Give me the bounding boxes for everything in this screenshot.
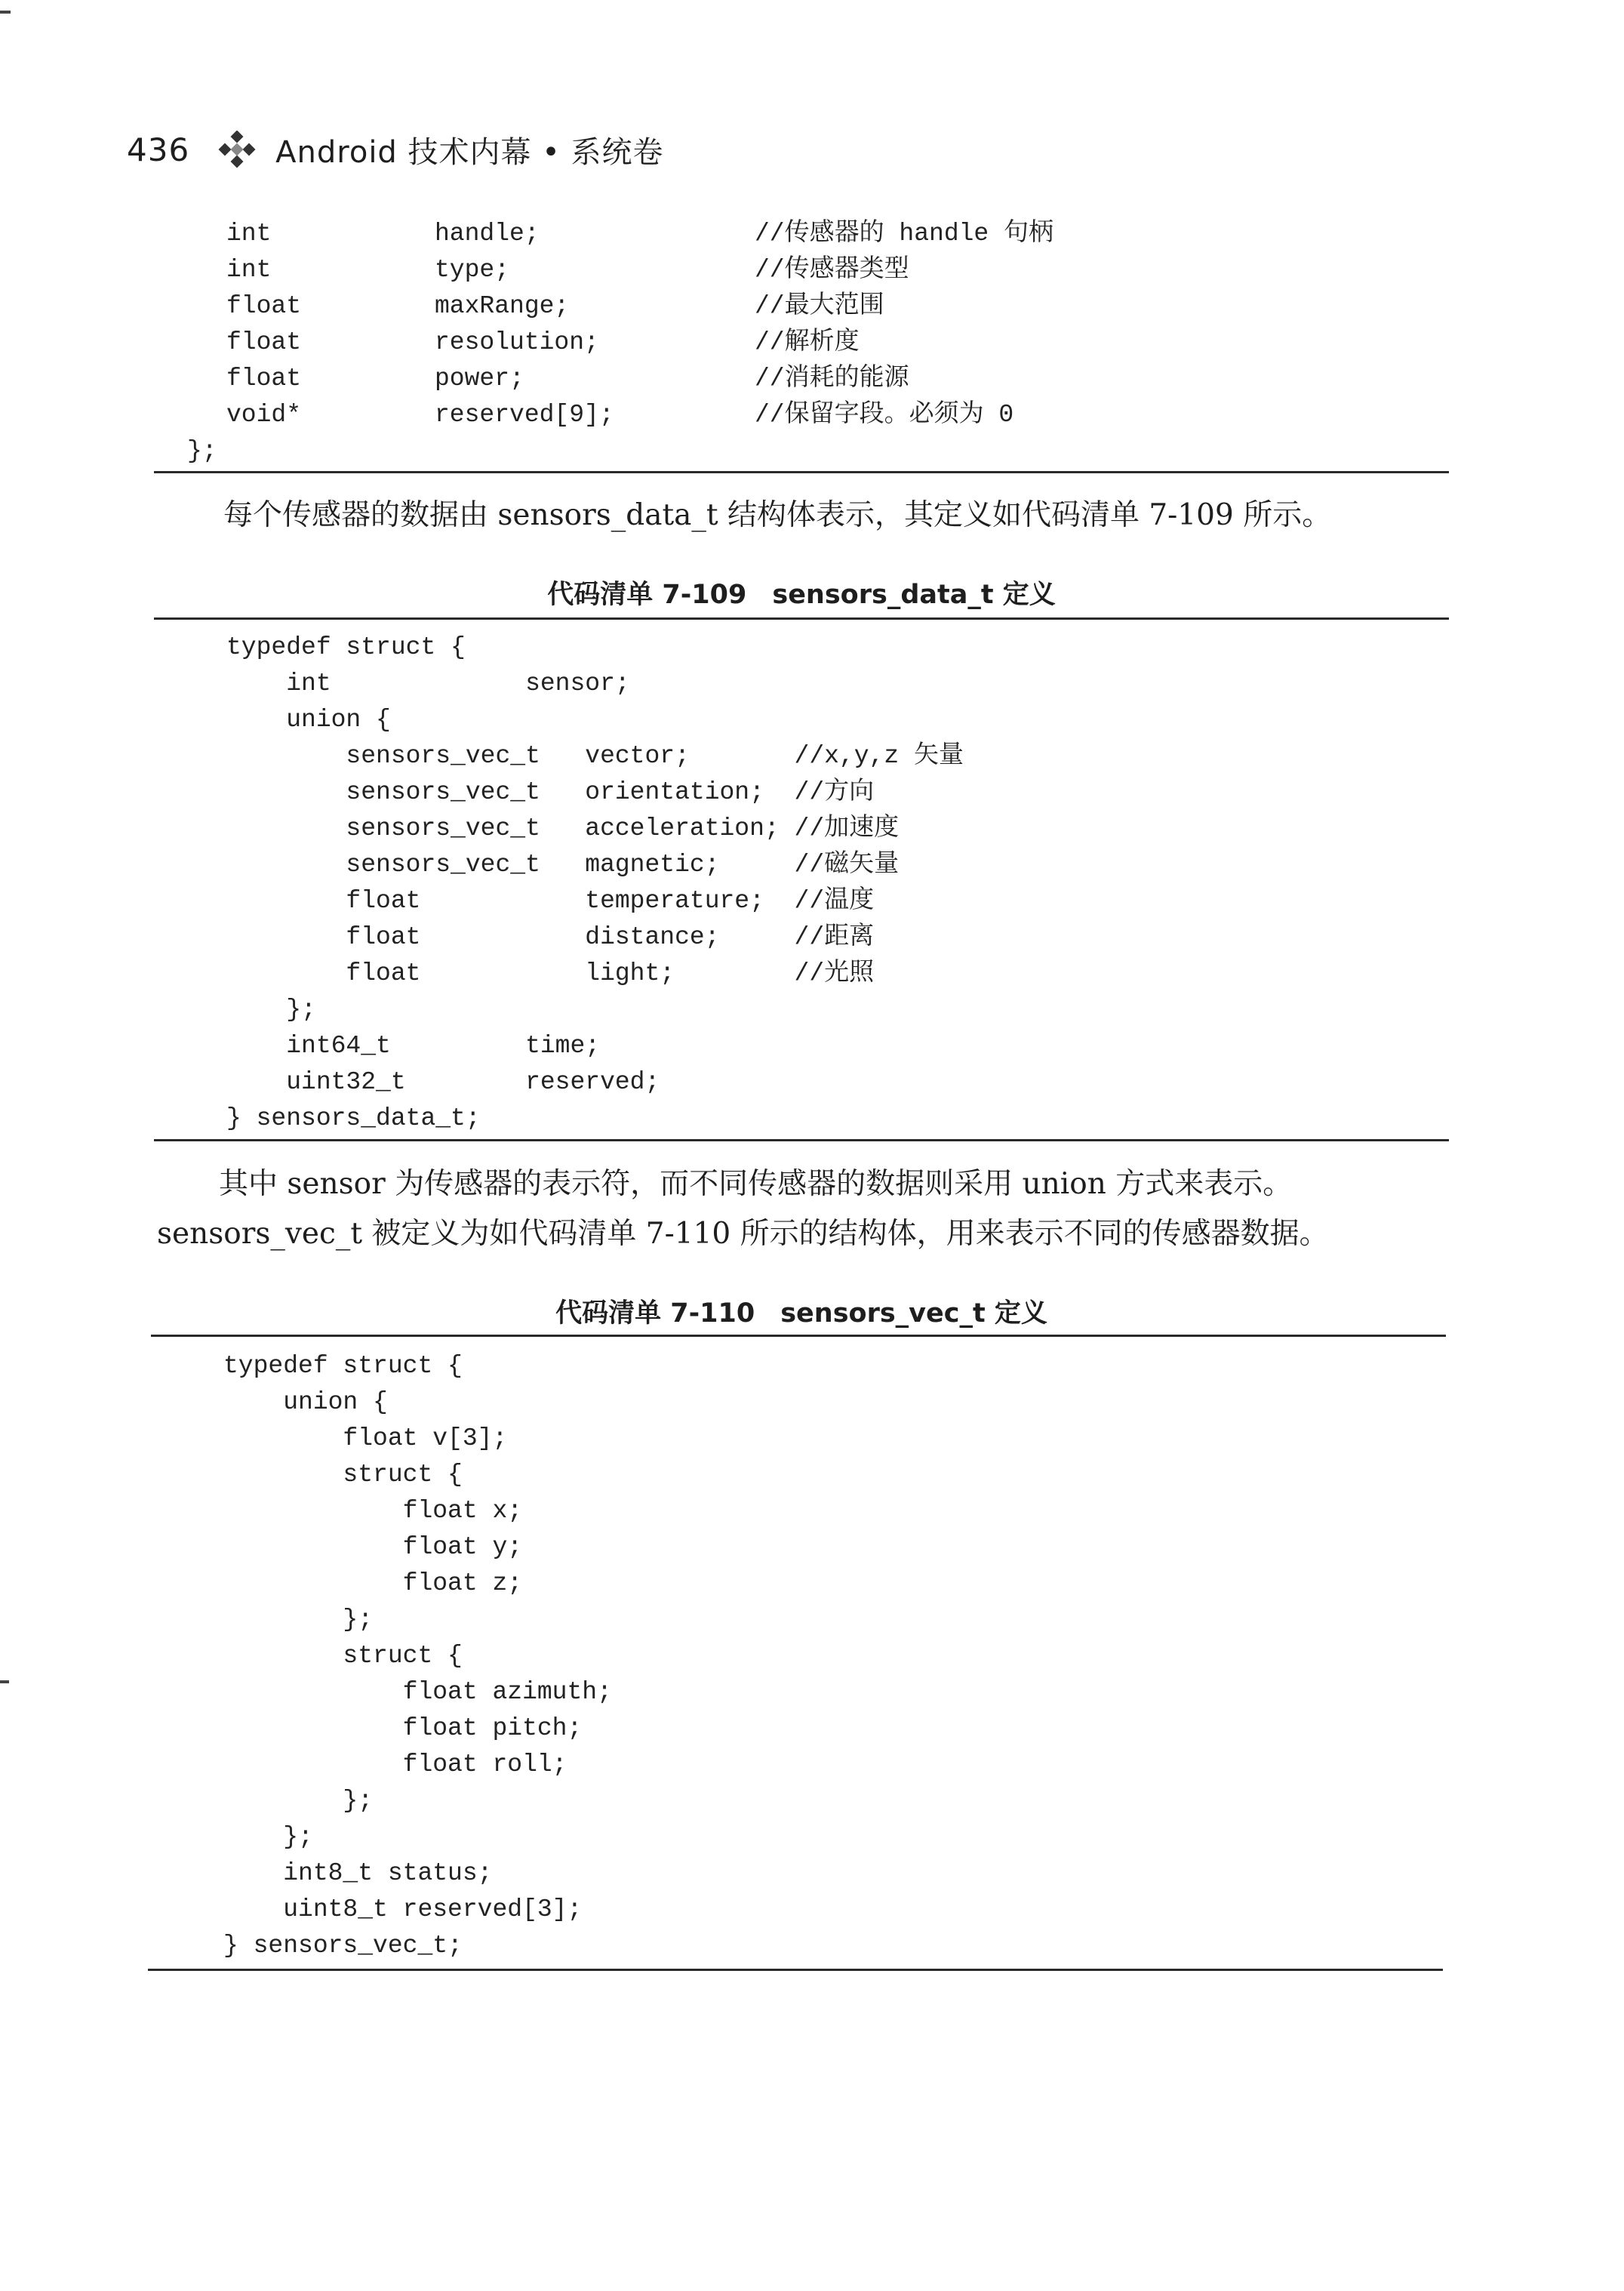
code-line: [226, 361, 1472, 397]
code-line: [226, 397, 1472, 433]
listing-bottom-rule: [148, 1969, 1443, 1971]
code-line: } sensors_data_t;: [226, 1104, 481, 1132]
body-paragraph: [157, 1159, 1458, 1259]
code-line: int64_t time;: [226, 1032, 601, 1060]
code-token-comment: //保留字段。必须为 0: [755, 401, 1014, 429]
code-line: sensors_vec_t acceleration; //加速度: [226, 814, 900, 842]
code-line: sensors_vec_t vector; //x,y,z 矢量: [226, 742, 964, 770]
code-line: };: [187, 437, 217, 465]
listing-top-rule: [151, 1335, 1446, 1337]
listing-number: 代码清单 7-110: [555, 1298, 755, 1329]
listing-bottom-rule: [154, 1139, 1449, 1141]
code-listing-prev: [187, 216, 1472, 470]
code-listing-7-109: [226, 630, 1434, 1137]
code-line: };: [223, 1787, 374, 1815]
code-line: sensors_vec_t orientation; //方向: [226, 778, 875, 806]
code-token-comment: //传感器类型: [755, 256, 909, 284]
paragraph-line: 其中 sensor 为传感器的表示符，而不同传感器的数据则采用 union 方式来表示。: [219, 1167, 1293, 1201]
code-line: [226, 288, 1472, 325]
code-token-type: float: [226, 365, 302, 393]
code-line: float z;: [223, 1569, 523, 1597]
code-token-type: int: [226, 220, 272, 248]
code-line: float x;: [223, 1497, 523, 1525]
code-token-type: int: [226, 256, 272, 284]
listing-bottom-rule: [154, 471, 1449, 473]
code-listing-7-110: [223, 1348, 1431, 1964]
code-token-name: handle;: [435, 220, 540, 248]
listing-caption: [154, 1292, 1449, 1330]
code-line: struct {: [223, 1461, 463, 1489]
code-line: float v[3];: [223, 1424, 508, 1452]
code-token-type: float: [226, 328, 302, 356]
code-line: struct {: [223, 1642, 463, 1670]
code-line: };: [226, 996, 316, 1024]
code-line: float pitch;: [223, 1714, 583, 1742]
listing-title: sensors_data_t 定义: [772, 580, 1056, 610]
code-line: int sensor;: [226, 670, 630, 697]
listing-number: 代码清单 7-109: [547, 580, 747, 610]
code-line: };: [223, 1606, 374, 1634]
code-line: float roll;: [223, 1751, 567, 1778]
code-line: float light; //光照: [226, 959, 875, 987]
code-line: float azimuth;: [223, 1678, 612, 1706]
code-line: sensors_vec_t magnetic; //磁矢量: [226, 851, 900, 879]
page-number: 436: [127, 131, 190, 168]
code-token-name: resolution;: [435, 328, 599, 356]
code-line: } sensors_vec_t;: [223, 1932, 463, 1960]
diamond-ornament-icon: [218, 131, 256, 168]
listing-title: sensors_vec_t 定义: [780, 1298, 1047, 1329]
code-line: float y;: [223, 1533, 523, 1561]
code-line: union {: [223, 1388, 388, 1416]
code-token-comment: //消耗的能源: [755, 365, 909, 393]
code-line: union {: [226, 706, 391, 734]
code-token-type: void*: [226, 401, 302, 429]
paragraph-line: sensors_vec_t 被定义为如代码清单 7-110 所示的结构体，用来表示不同的传感器数据。: [157, 1217, 1329, 1251]
code-line: float temperature; //温度: [226, 887, 875, 915]
code-line: typedef struct {: [223, 1352, 463, 1380]
book-title: Android 技术内幕 • 系统卷: [275, 134, 664, 170]
code-token-comment: //传感器的 handle 句柄: [755, 220, 1054, 248]
code-token-comment: //最大范围: [755, 292, 884, 320]
code-line: [226, 216, 1472, 252]
running-header: [127, 127, 664, 172]
listing-top-rule: [154, 617, 1449, 620]
code-line: uint8_t reserved[3];: [223, 1895, 583, 1923]
code-line: [226, 252, 1472, 288]
code-token-name: maxRange;: [435, 292, 570, 320]
scan-speck: [0, 11, 11, 14]
scan-speck: [0, 1680, 9, 1683]
code-line: [226, 325, 1472, 361]
code-token-name: reserved[9];: [435, 401, 614, 429]
code-token-comment: //解析度: [755, 328, 860, 356]
code-line: };: [223, 1823, 313, 1851]
code-token-type: float: [226, 292, 302, 320]
code-line: int8_t status;: [223, 1859, 493, 1887]
code-line: uint32_t reserved;: [226, 1068, 660, 1096]
code-line: typedef struct {: [226, 633, 466, 661]
body-paragraph: 每个传感器的数据由 sensors_data_t 结构体表示，其定义如代码清单 7-109 所示。: [223, 498, 1332, 532]
code-token-name: type;: [435, 256, 510, 284]
code-line: float distance; //距离: [226, 923, 875, 951]
code-token-name: power;: [435, 365, 524, 393]
listing-caption: [154, 574, 1449, 611]
